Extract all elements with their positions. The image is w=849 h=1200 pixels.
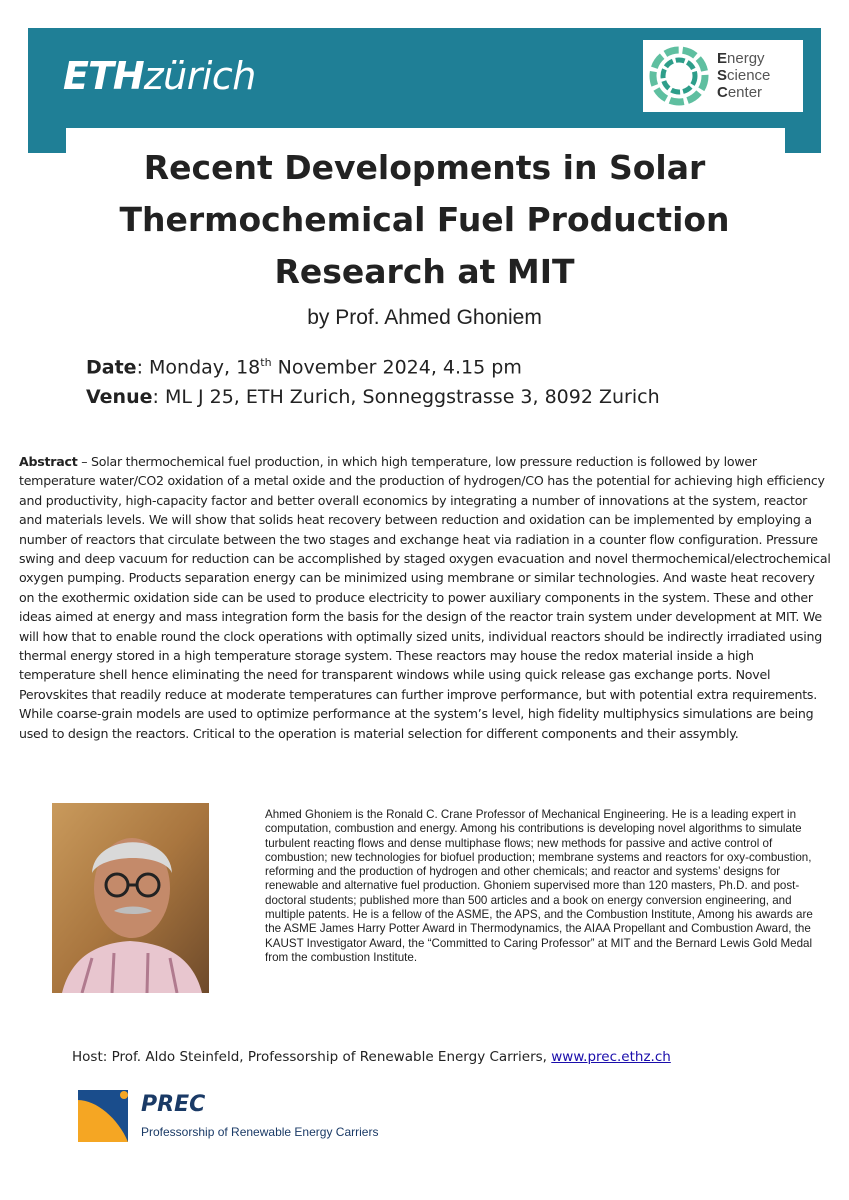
date-label: Date	[86, 356, 137, 379]
prec-logo-icon	[78, 1090, 128, 1142]
eth-logo-light: zürich	[143, 54, 256, 98]
host-text: Host: Prof. Aldo Steinfeld, Professorship of Renewable Energy Carriers,	[72, 1049, 552, 1065]
speaker-line: by Prof. Ahmed Ghoniem	[307, 306, 542, 329]
date-row	[86, 348, 660, 382]
title-line-3: Research at MIT	[274, 252, 575, 291]
prec-name: PREC	[141, 1092, 206, 1117]
venue-value: : ML J 25, ETH Zurich, Sonneggstrasse 3, 8092 Zurich	[152, 386, 660, 409]
venue-label: Venue	[86, 386, 153, 409]
host-line	[72, 1049, 671, 1065]
prec-full-name: Professorship of Renewable Energy Carriers	[141, 1125, 379, 1139]
eth-zurich-logo	[63, 52, 256, 100]
title-line-2: Thermochemical Fuel Production	[119, 200, 730, 239]
date-value-post: November 2024, 4.15 pm	[271, 356, 522, 379]
eth-logo-strong: ETH	[63, 54, 144, 98]
date-value-sup: th	[260, 356, 272, 369]
esc-line-center: Center	[717, 84, 763, 101]
header-banner-tail-right	[785, 128, 821, 153]
prec-website-link[interactable]: www.prec.ethz.ch	[551, 1049, 671, 1065]
speaker-portrait	[52, 803, 209, 993]
venue-row	[86, 382, 660, 412]
energy-science-center-logo	[643, 40, 803, 112]
title-line-1: Recent Developments in Solar	[143, 148, 706, 187]
date-value-pre: : Monday, 18	[136, 356, 261, 379]
abstract-label: Abstract	[19, 454, 78, 469]
abstract-paragraph	[19, 452, 831, 743]
event-title	[60, 142, 789, 298]
esc-line-energy: Energy	[717, 50, 765, 67]
energy-science-center-wordmark	[717, 50, 770, 101]
event-details	[86, 348, 660, 412]
energy-science-center-ring-icon	[649, 46, 709, 106]
esc-line-science: Science	[717, 67, 771, 84]
abstract-text: – Solar thermochemical fuel production, in which high temperature, low pressure reduction is followed by lower temperature water/CO2 oxidation of a metal oxide and the production of hydrogen/CO has the potential for achieving high efficiency and productivity, high-capacity factor and better overall economics by integrating a number of innovations at the system, reactor and materials levels. We will show that solids heat recovery between reduction and oxidation can be implemented by employing a number of reactors that circulate between the two stages and exchange heat via radiation in a counter flow configuration. Pressure swing and deep vacuum for reduction can be accomplished by staged oxygen evacuation and novel thermochemical/electrochemical oxygen pumping. Products separation energy can be minimized using membrane or similar technologies. And waste heat recovery on the exothermic oxidation side can be used to produce electricity to power auxiliary components in the system. These and other ideas aimed at energy and mass integration form the basis for the design of the reactor train system under development at MIT. We will how that to enable round the clock operations with optimally sized units, individual reactors should be indirectly irradiated using thermal energy stored in a high temperature storage system. These reactors may house the redox material inside a high temperature shell hence eliminating the need for transparent windows while using quick release gas exchange ports. Novel Perovskites that readily reduce at moderate temperatures can further improve performance, but with potential extra requirements. While coarse-grain models are used to optimize performance at the system’s level, high fidelity multiphysics simulations are being used to design the reactors. Critical to the operation is material selection for different components and their assymbly.	[19, 454, 831, 741]
speaker-bio: Ahmed Ghoniem is the Ronald C. Crane Professor of Mechanical Engineering. He is a leading expert in computation, combustion and energy. Among his contributions is developing novel algorithms to simulate turbulent reacting flows and dense multiphase flows; new methods for passive and active control of combustion; new technologies for biofuel production; membrane systems and reactors for oxy-combustion, reforming and the production of hydrogen and other chemicals; and reactor and systems’ designs for renewable and alternative fuel production. Ghoniem supervised more than 120 masters, Ph.D. and post-doctoral students; published more than 500 articles and a book on energy conversion engineering, and multiple patents. He is a fellow of the ASME, the APS, and the Combustion Institute, Among his awards are the ASME James Harry Potter Award in Thermodynamics, the AIAA Propellant and Combustion Award, the KAUST Investigator Award, the “Committed to Caring Professor” at MIT and the Bernard Lewis Gold Medal from the combustion Institute.	[265, 808, 813, 964]
